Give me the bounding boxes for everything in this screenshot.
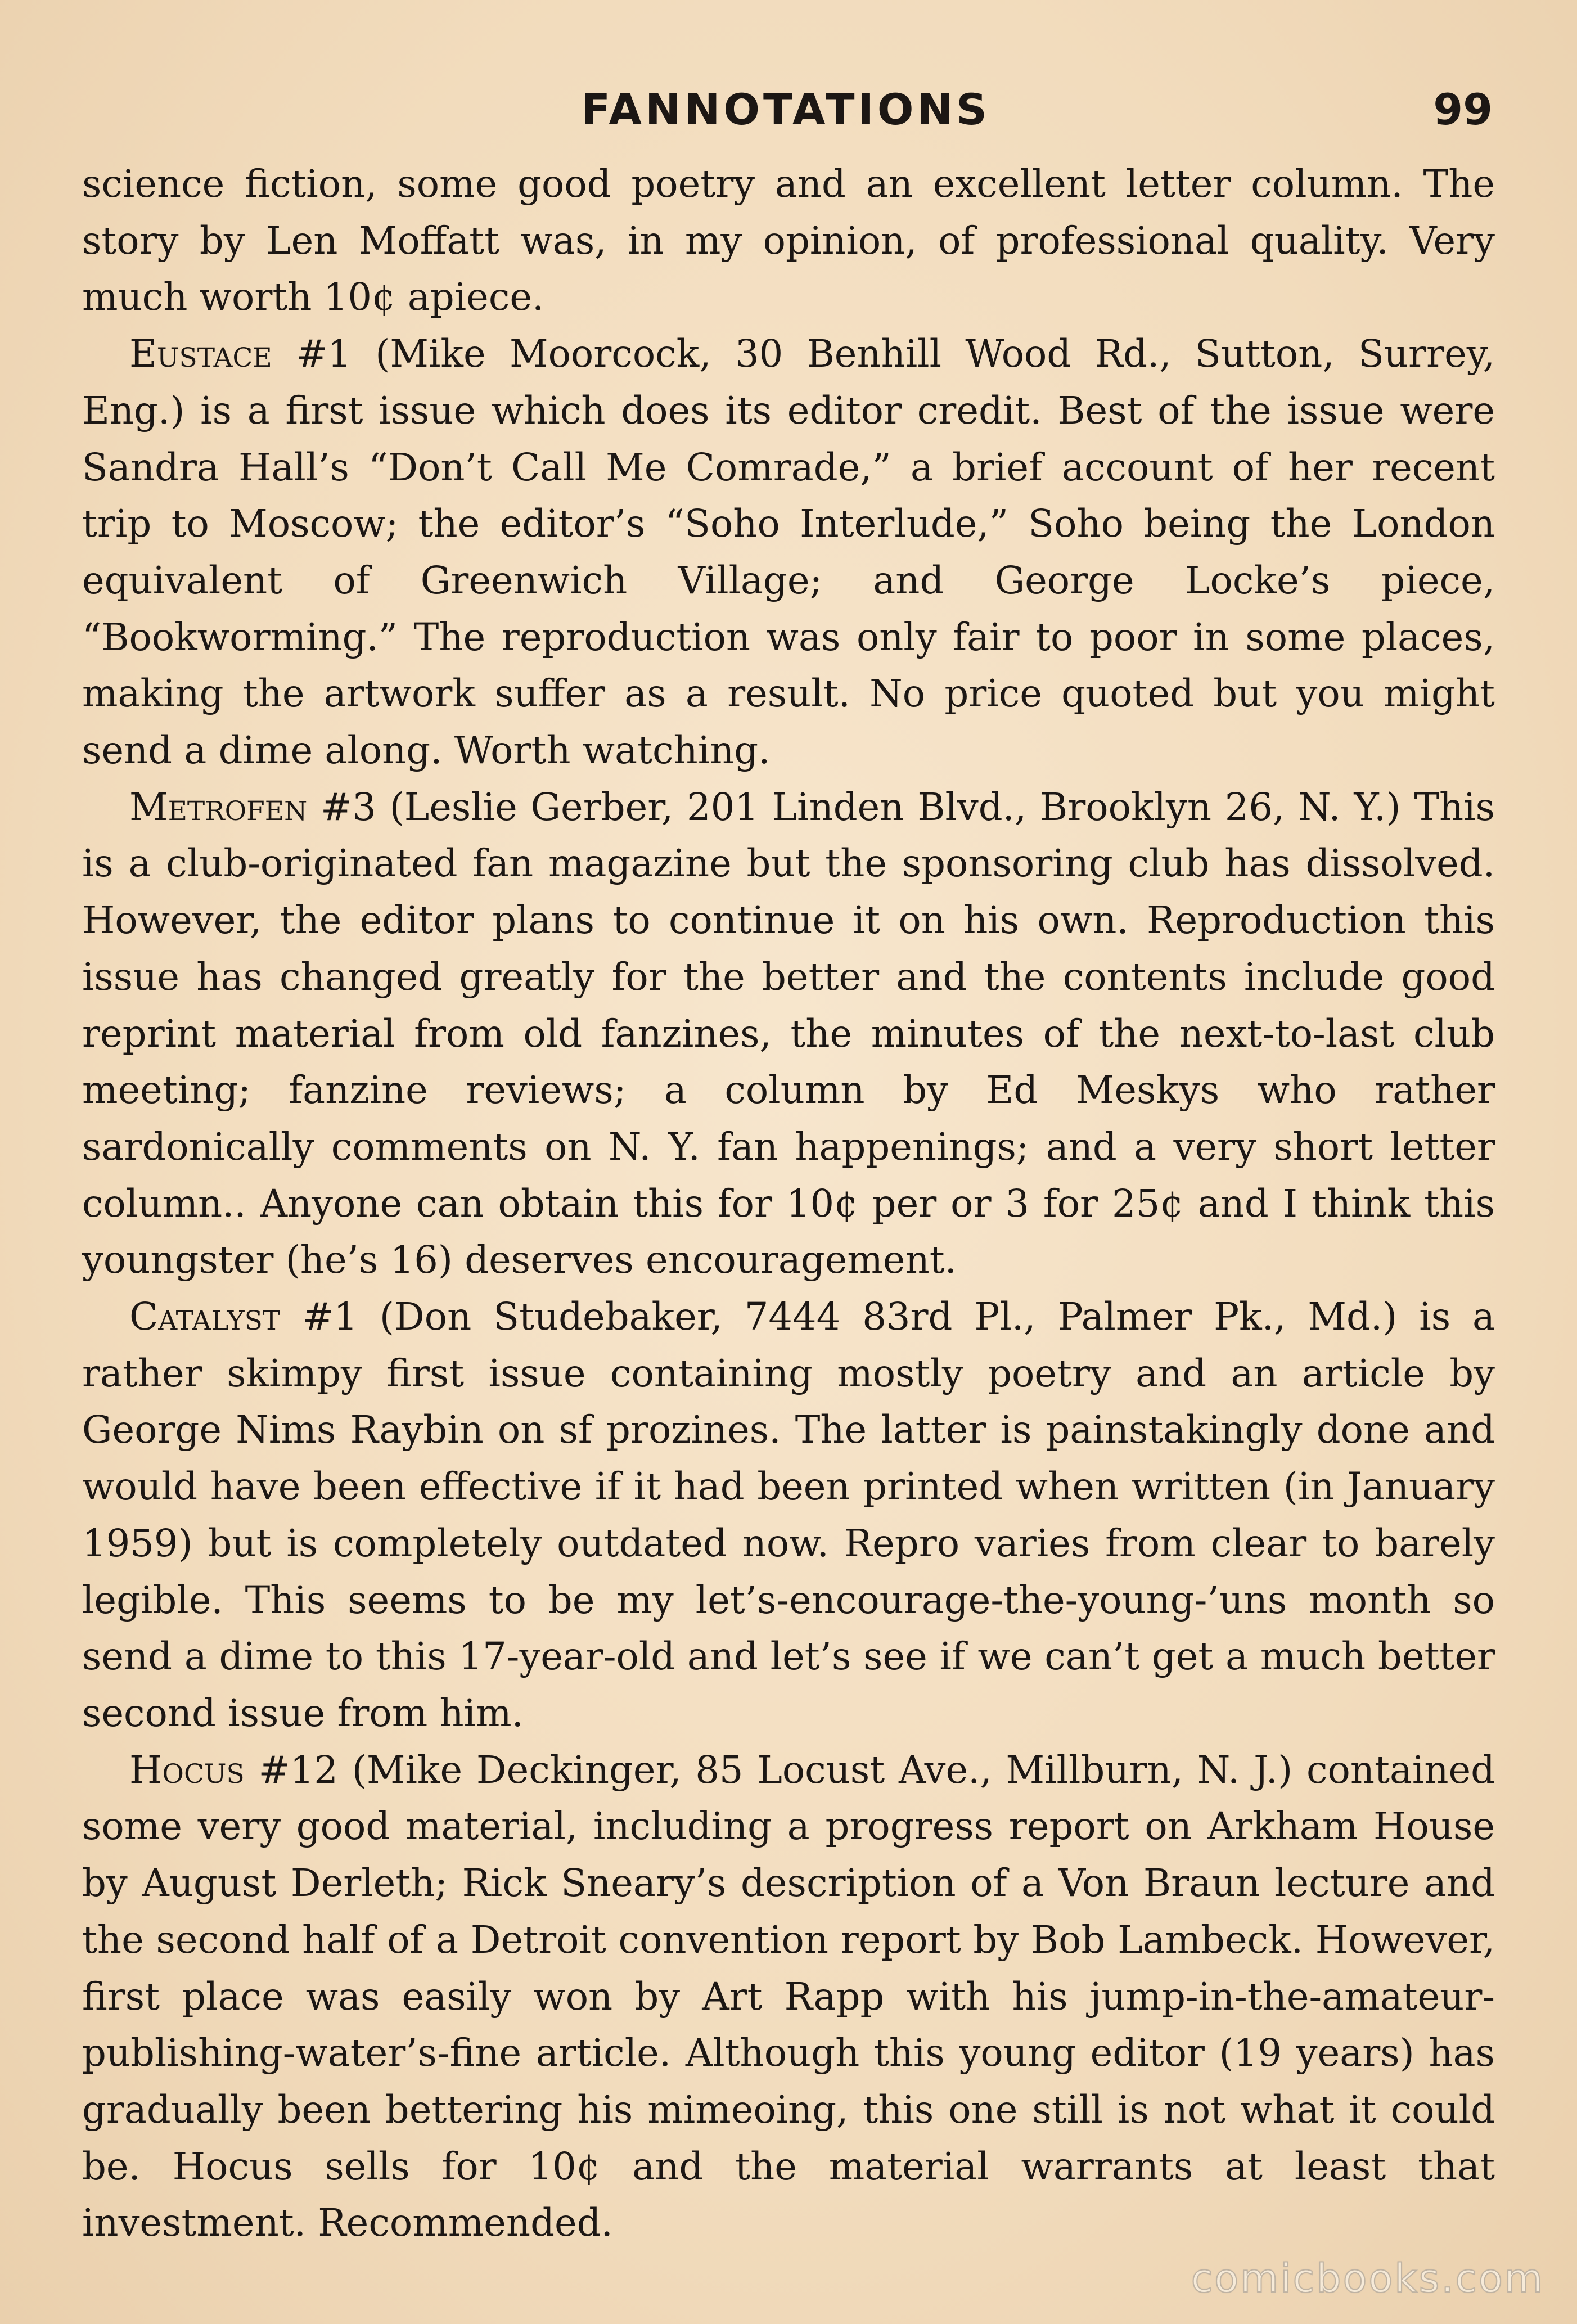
running-head: [79, 79, 1493, 141]
running-title: FANNOTATIONS: [581, 84, 990, 134]
body-text: [82, 156, 1495, 2251]
paragraph-text: science fiction, some good poetry and an excellent letter column. The story by Len Moffatt was, in my opinion, of professional quality. Very much worth 10¢ apiece.: [82, 162, 1495, 319]
review-text: (Leslie Gerber, 201 Linden Blvd., Brooklyn 26, N. Y.) This is a club-originated fan magazine but the sponsoring club has dissolved. However, the editor plans to continue it on his own. Reproduction this issue has changed greatly for the better and the contents include good reprint material from old fanzines, the minutes of the next-to-last club meeting; fanzine reviews; a column by Ed Meskys who rather sardonically comments on N. Y. fan happenings; and a very short letter column.. Anyone can obtain this for 10¢ per or 3 for 25¢ and I think this youngster (he’s 16) deserves encouragement.: [82, 785, 1495, 1282]
review-catalyst: [82, 1289, 1495, 1742]
review-text: (Mike Moorcock, 30 Benhill Wood Rd., Sutton, Surrey, Eng.) is a first issue which does its editor credit. Best of the issue were Sandra Hall’s “Don’t Call Me Comrade,” a brief account of her recent trip to Moscow; the editor’s “Soho Interlude,” Soho being the London equivalent of Greenwich Village; and George Locke’s piece, “Bookworming.” The reproduction was only fair to poor in some places, making the artwork suffer as a result. No price quoted but you might send a dime along. Worth watching.: [82, 332, 1495, 773]
fanzine-title: Catalyst #1: [129, 1295, 358, 1339]
site-watermark: comicbooks.com: [1191, 2255, 1544, 2302]
fanzine-title: Metrofen #3: [129, 785, 376, 829]
fanzine-title: Eustace #1: [129, 332, 352, 376]
fanzine-title: Hocus #12: [129, 1747, 338, 1792]
review-text: (Don Studebaker, 7444 83rd Pl., Palmer Pk., Md.) is a rather skimpy first issue containing mostly poetry and an article by George Nims Raybin on sf prozines. The latter is painstakingly done and would have been effective if it had been printed when written (in January 1959) but is completely outdated now. Repro varies from clear to barely legible. This seems to be my let’s-encourage-the-young-’uns month so send a dime to this 17-year-old and let’s see if we can’t get a much better second issue from him.: [82, 1295, 1495, 1735]
review-text: (Mike Deckinger, 85 Locust Ave., Millburn, N. J.) contained some very good material, including a progress report on Arkham House by August Derleth; Rick Sneary’s description of a Von Braun lecture and the second half of a Detroit convention report by Bob Lambeck. However, first place was easily won by Art Rapp with his jump-in-the-amateur-publishing-water’s-fine article. Although this young editor (19 years) has gradually been bettering his mimeoing, this one still is not what it could be. Hocus sells for 10¢ and the material warrants at least that investment. Recommended.: [82, 1747, 1495, 2245]
review-hocus: [82, 1742, 1495, 2251]
paragraph-continuation: [82, 156, 1495, 326]
review-metrofen: [82, 779, 1495, 1289]
page-number: 99: [1433, 84, 1493, 134]
review-eustace: [82, 326, 1495, 779]
